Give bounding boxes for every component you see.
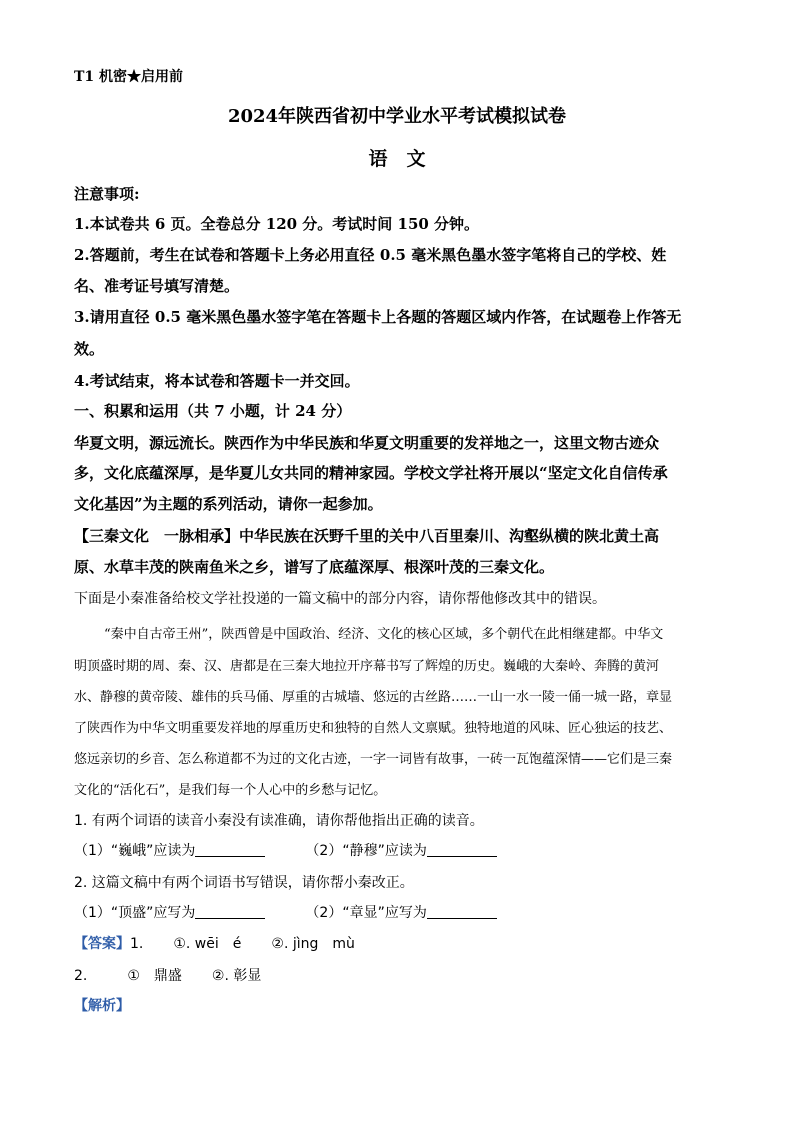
confidential-label: T1 机密★启用前: [74, 69, 184, 85]
analysis-tag: 【解析】: [74, 998, 130, 1014]
answer-value: ②. jìng mù: [271, 936, 355, 952]
intro-line: 文化基因”为主题的系列活动，请你一起参加。: [74, 495, 383, 513]
notes-line: 2.答题前，考生在试卷和答题卡上务必用直径 0.5 毫米黑色墨水签字笔将自己的学校、姓: [74, 246, 667, 264]
instruction-text: 下面是小秦准备给校文学社投递的一篇文稿中的部分内容，请你帮他修改其中的错误。: [74, 591, 606, 607]
answer-line-2: [74, 965, 261, 985]
passage-line: 水、静穆的黄帝陵、雄伟的兵马俑、厚重的古城墙、悠远的古丝路……一山一水一陵一俑一城一路，章显: [74, 690, 673, 705]
notes-line: 4.考试结束，将本试卷和答题卡一并交回。: [74, 372, 360, 390]
part-line: 原、水草丰茂的陕南鱼米之乡，谱写了底蕴深厚、根深叶茂的三秦文化。: [74, 558, 555, 576]
notes-line: 名、准考证号填写清楚。: [74, 277, 240, 295]
q1-a-label: （1）“巍峨”应读为: [74, 843, 196, 859]
answer-line-1: [74, 933, 355, 953]
answer-blank[interactable]: [427, 904, 497, 919]
passage-line: 明顶盛时期的周、秦、汉、唐都是在三秦大地拉开序幕书写了辉煌的历史。巍峨的大秦岭、奔腾的黄河: [74, 659, 660, 674]
passage-line: 了陕西作为中华文明重要发祥地的厚重历史和独特的自然人文禀赋。独特地道的风味、匠心独运的技艺、: [74, 721, 673, 736]
passage-line: “秦中自古帝王州”，陕西曾是中国政治、经济、文化的核心区域，多个朝代在此相继建都。中华文: [104, 627, 664, 642]
answer-blank[interactable]: [195, 842, 265, 857]
question-1: 1. 有两个词语的读音小秦没有读准确，请你帮他指出正确的读音。: [74, 813, 484, 829]
answer-number: 1.: [130, 936, 144, 952]
intro-line: 华夏文明，源远流长。陕西作为中华民族和华夏文明重要的发祥地之一，这里文物古迹众: [74, 434, 660, 452]
notes-line: 1.本试卷共 6 页。全卷总分 120 分。考试时间 150 分钟。: [74, 215, 480, 233]
question-2-blanks: [74, 902, 497, 922]
notes-line: 效。: [74, 340, 105, 358]
intro-line: 多，文化底蕴深厚，是华夏儿女共同的精神家园。学校文学社将开展以“坚定文化自信传承: [74, 464, 668, 482]
passage-line: 文化的“活化石”，是我们每一个人心中的乡愁与记忆。: [74, 783, 387, 798]
q2-a-label: （1）“顶盛”应写为: [74, 905, 196, 921]
question-2: 2. 这篇文稿中有两个词语书写错误，请你帮小秦改正。: [74, 875, 414, 891]
answer-tag: 【答案】: [74, 936, 130, 952]
answer-blank[interactable]: [195, 904, 265, 919]
subject-title: 语 文: [368, 148, 426, 170]
part-line: 【三秦文化 一脉相承】中华民族在沃野千里的关中八百里秦川、沟壑纵横的陕北黄土高: [74, 527, 660, 545]
notes-line: 3.请用直径 0.5 毫米黑色墨水签字笔在答题卡上各题的答题区域内作答，在试题卷上作答无: [74, 308, 682, 326]
q1-b-label: （2）“静穆”应读为: [305, 843, 427, 859]
answer-value: ①. wēi é: [173, 936, 242, 952]
notes-heading: 注意事项:: [74, 185, 140, 203]
section-heading: 一、积累和运用（共 7 小题，计 24 分）: [74, 402, 352, 420]
passage-line: 悠远亲切的乡音、怎么称道都不为过的文化古迹，一字一词皆有故事，一砖一瓦饱蕴深情——它们是三秦: [74, 752, 673, 767]
answer-blank[interactable]: [427, 842, 497, 857]
answer-value: ① 鼎盛: [127, 968, 182, 984]
q2-b-label: （2）“章显”应写为: [305, 905, 427, 921]
answer-value: ②. 彰显: [211, 968, 262, 984]
answer-number: 2.: [74, 968, 88, 984]
question-1-blanks: [74, 840, 497, 860]
exam-title: 2024年陕西省初中学业水平考试模拟试卷: [227, 106, 567, 127]
